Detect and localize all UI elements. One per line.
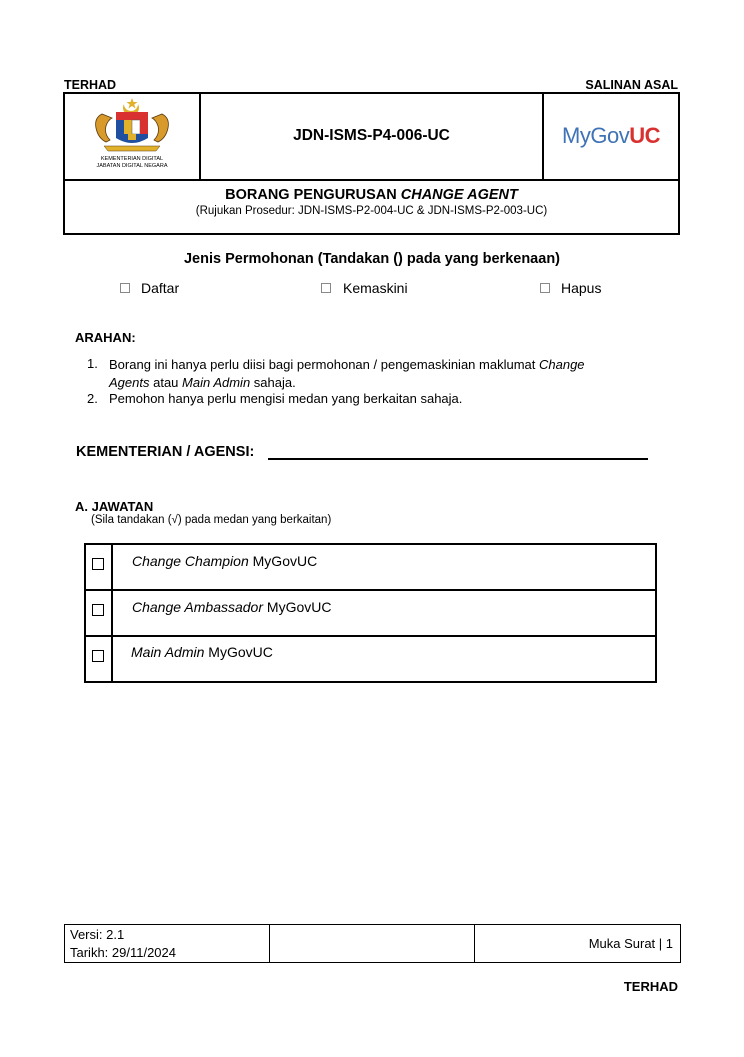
document-code: JDN-ISMS-P4-006-UC [293, 126, 450, 144]
change-ambassador-checkbox[interactable] [92, 604, 104, 616]
position-suffix: MyGovUC [263, 599, 332, 615]
change-champion-checkbox[interactable] [92, 558, 104, 570]
footer-divider [269, 924, 270, 963]
instruction-text: atau [149, 375, 183, 390]
instruction-text: sahaja. [250, 375, 296, 390]
footer-classification: TERHAD [623, 979, 678, 994]
position-suffix: MyGovUC [204, 644, 273, 660]
instruction-italic: Change [538, 357, 585, 372]
position-row-label [132, 599, 331, 615]
crest-caption-line: KEMENTERIAN DIGITAL [100, 156, 164, 162]
instruction-italic: Main Admin [182, 375, 251, 390]
position-role: Change Champion [132, 553, 249, 569]
position-row-label [131, 644, 273, 660]
kemaskini-label: Kemaskini [343, 280, 408, 296]
logo-uc: UC [629, 122, 660, 148]
daftar-checkbox[interactable] [120, 283, 130, 293]
table-divider [111, 543, 113, 683]
mygovuc-logo [544, 92, 678, 179]
logo-my: My [562, 122, 591, 148]
crest-caption [66, 156, 198, 170]
application-type-title: Jenis Permohonan (Tandakan () pada yang berkenaan) [183, 251, 561, 267]
instruction-number: 1. [87, 356, 98, 371]
form-title [65, 187, 678, 203]
logo-gov: Gov [590, 122, 630, 148]
position-role: Main Admin [131, 644, 205, 660]
instruction-italic: Agents [109, 375, 150, 390]
instructions-heading: ARAHAN: [75, 330, 136, 345]
daftar-label: Daftar [141, 280, 180, 296]
ministry-agency-field[interactable] [268, 458, 648, 460]
instruction-number: 2. [87, 391, 98, 406]
form-title-italic: CHANGE AGENT [400, 187, 518, 203]
instruction-text: Borang ini hanya perlu diisi bagi permohonan / pengemaskinian maklumat [109, 357, 539, 372]
footer-divider [474, 924, 475, 963]
classification-label: TERHAD [64, 78, 117, 92]
table-divider [84, 635, 657, 637]
main-admin-checkbox[interactable] [92, 650, 104, 662]
procedure-reference: (Rujukan Prosedur: JDN-ISMS-P2-004-UC & JDN-ISMS-P2-003-UC) [195, 205, 548, 217]
kemaskini-checkbox[interactable] [321, 283, 331, 293]
instruction-item-2: Pemohon hanya perlu mengisi medan yang berkaitan sahaja. [109, 391, 463, 406]
position-suffix: MyGovUC [248, 553, 318, 569]
table-divider [84, 589, 657, 591]
section-a-note: (Sila tandakan (√) pada medan yang berkaitan) [91, 514, 332, 526]
date-label: Tarikh: 29/11/2024 [70, 945, 176, 960]
form-title-plain: BORANG PENGURUSAN [225, 187, 401, 203]
coat-of-arms-icon [66, 96, 198, 156]
hapus-label: Hapus [561, 280, 602, 296]
position-row-label [132, 553, 317, 569]
header-divider [63, 179, 680, 181]
page-number: Muka Surat | 1 [588, 936, 673, 951]
copy-label: SALINAN ASAL [585, 78, 678, 92]
position-role: Change Ambassador [132, 599, 264, 615]
instruction-item-1 [109, 356, 649, 392]
hapus-checkbox[interactable] [540, 283, 550, 293]
ministry-crest [66, 96, 198, 178]
crest-caption-line: JABATAN DIGITAL NEGARA [96, 163, 168, 169]
version-label: Versi: 2.1 [70, 927, 125, 942]
ministry-agency-label: KEMENTERIAN / AGENSI: [76, 444, 255, 460]
section-a-heading: A. JAWATAN [75, 499, 154, 514]
